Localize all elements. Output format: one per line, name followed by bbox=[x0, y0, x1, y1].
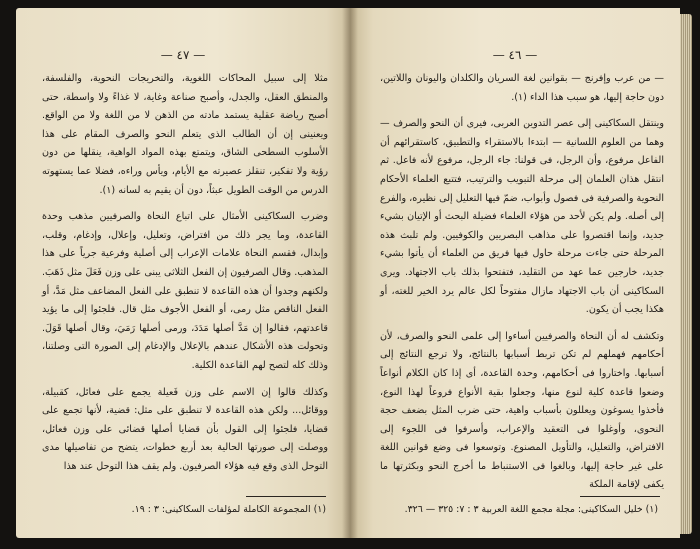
paragraph: مثلا إلى سبيل المحاكات اللغوية، والتخريجات النحوية، والفلسفة، والمنطق العقل، والجدل، وأصبح صناعة وغاية، لا غذاءً ولا واسطة، حتى أصبح رياضة عقلية يستمد مادته من الذهن لا من اللغة ولا من الواقع. ويعنينى إن أن الطالب الذى يتعلم النحو والصرف المقام على هذا الأسلوب السطحى الشاق، ويتمتع بهذه المواد الواهية، ينقلها من دون رؤية ولا تفكير، تنقلز عصيرته مع الأيام، ويأس وراءه، فضلا عما يستهوته الدرس من الوقت الطويل عبثاً، دون أن يقيم به لسانه (١). bbox=[42, 73, 328, 196]
paragraph: وينتقل السكاكينى إلى عصر التدوين العربى، فيرى أن النحو والصرف — وهما من العلوم اللسانية — ابتدءا بالاستقراء والتطبيق، كاستقرائهم أن الفاعل مرفوع، وأن الرجل، فى قولنا: جاء الرجل، مرفوع لأنه فاعل. ثم انتقل هذان العلمان إلى مرحلة التبويب والترتيب، فتتبع العلماء الأحكام النحوية والصرفية فى فصول وأبواب، ضمّ فيها التعليل إلى نظيره، والفرع إلى أصله. ولم يكن لأحد من هؤلاء العلماء فضيلة البحث أو الإتيان بشيء جديد، وإنما اقتصروا على مذاهب البصريين والكوفيين. ولم تلبث هذه المرحلة حتى جاءت مرحلة حاول فيها فريق من العلماء أن يأتوا بشيء جديد، خارجين عما عهد من التقليد، فتفتحوا بذلك باب الاجتهاد. ويرى السكاكينى أن باب الاجتهاد مازال مفتوحاً لكل عالم يرد الخير للغته، أو هكذا يجب أن يكون. bbox=[380, 118, 664, 316]
book-gutter bbox=[342, 8, 358, 538]
paragraph: وتكشف له أن النحاة والصرفيين أساءوا إلى علمى النحو والصرف، لأن أحكامهم فهملهم لم تكن تربط أسبابها بالنتائج، ولا ترجع النتائج إلى أسبابها. واختاروا فى أحكامهم، وحدة القاعدة، أى إذا كان الكلام أنواعاً وضعوا قاعدة كلية لنوع منها، وجعلوا بقية الأنواع فروعاً لهذا النوع، فأخذوا يسوغون ويعللون بأسباب واهية، حتى ضرب المثل بضعف حجة النحوى، وأوغلوا فى التعقيد والإعراب، وأسرفوا فى اللجوء إلى الافتراض، والتعليل، والتأويل المصنوع. وتوسعوا فى وضع قوانين اللغة على غير حاجة إليها، وبالغوا فى الاستنباط ما أخرج النحو وبكثرتها ما يكفى لإقامة الملكة bbox=[380, 330, 664, 491]
footnote-divider bbox=[580, 496, 660, 497]
page-body bbox=[42, 70, 328, 484]
page-number: — ٤٦ — bbox=[492, 48, 538, 62]
paragraph: وضرب السكاكينى الأمثال على اتباع النحاة والصرفيين مذهب وحدة القاعدة، وما يجر ذلك من افتراض، وتعليل، وإعلال، وإدغام، وقلب، وإبدال، فقسم النحاة علامات الإعراب إلى أصلية وفرعية جرياً على هذا المذهب. وقال الصرفيون إن الفعل الثلاثى يبنى على وزن فَعَلَ مثل ذَهَبَ. ولكنهم وجدوا أن هذه القاعدة لا تنطبق على الفعل المضاعف مثل مَدَّ، أو الفعل الناقص مثل رمى، أو الفعل الأجوف مثل قال. فلجئوا إلى ما يؤيد قاعدتهم، فقالوا إن مَدَّ أصلها مَدَدَ، ورمى أصلها رَمَيَ، وقال أصلها قَوَلَ. وتحولت هذه الأشكال عندهم بالإعلال والإدغام إلى الصورة التى وصلتنا، وذلك كله لتصح لهم القاعدة الكلية. bbox=[42, 211, 328, 371]
footnote: (١) خليل السكاكينى: مجلة مجمع اللغة العربية ٣ : ٧: ٣٢٥ — ٣٢٦. bbox=[404, 504, 658, 515]
open-book bbox=[16, 8, 692, 538]
page-edges bbox=[680, 14, 692, 534]
page-number: — ٤٧ — bbox=[160, 48, 206, 62]
paragraph: — من عرب وإفرنج — بقوانين لغة السريان والكلدان واليونان واللاتين، دون حاجة إليها، هو سبب هذا الداء (١). bbox=[380, 73, 664, 103]
left-page bbox=[16, 8, 350, 538]
page-body bbox=[380, 70, 664, 503]
footnote-divider bbox=[246, 496, 326, 497]
right-page bbox=[350, 8, 680, 538]
paragraph: وكذلك قالوا إن الاسم على وزن فَعيلة يجمع على فعائل، كقبيلة، ووقائل... ولكن هذه القاعدة لا تنطبق على مثل: قضية، لأنها تجمع على قضايا، فلجئوا إلى القول بأن قضايا أصلها قضائى على وزن فعائل، ووصلت إلى صورتها الحالية بعد أربع خطوات، يتضح من تفاصيلها مدى التوحل الذى وقع فيه هؤلاء الصرفيون. ولم يقف هذا التوحل عند هذا bbox=[42, 386, 328, 472]
footnote: (١) المجموعة الكاملة لمؤلفات السكاكينى: ٣ : ١٩. bbox=[131, 504, 326, 515]
